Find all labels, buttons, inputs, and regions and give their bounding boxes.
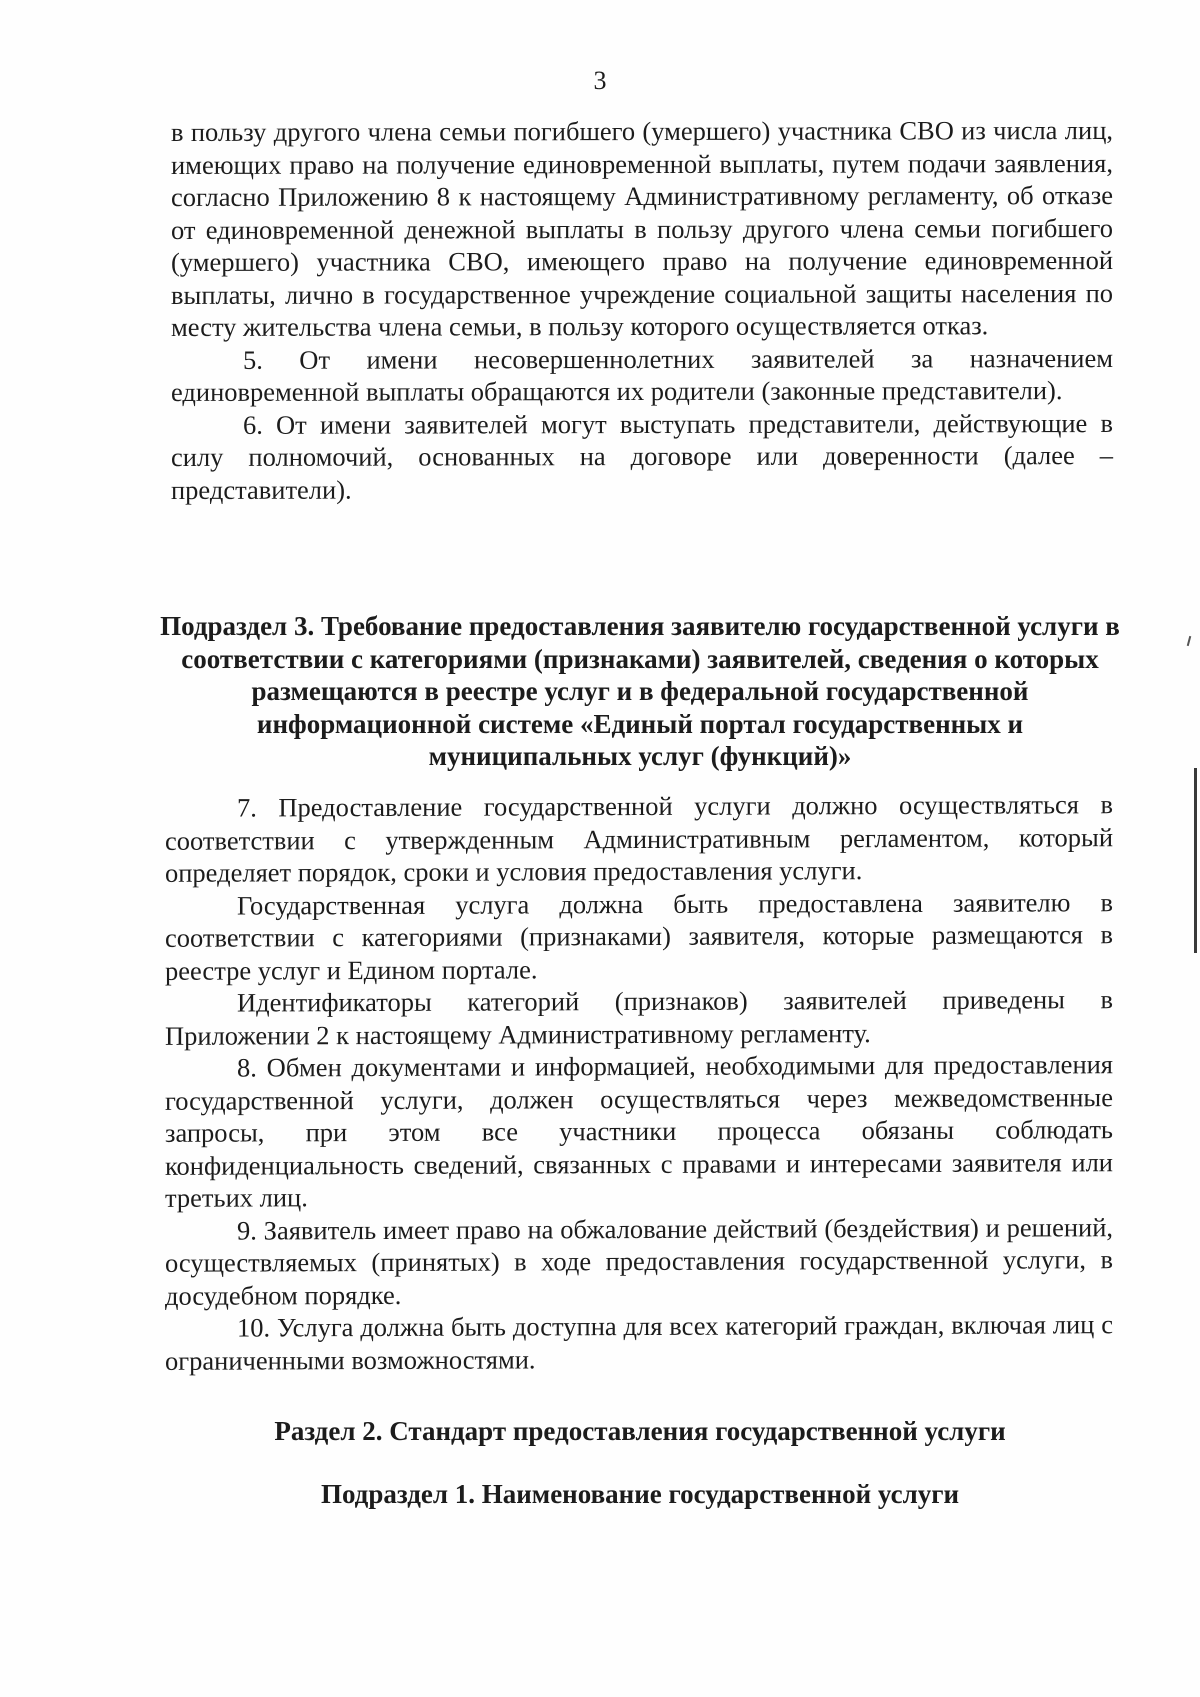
paragraph-continuation: в пользу другого члена семьи погибшего (умершего) участника СВО из числа лиц, имеющих право на получение единовременной выплаты, путем подачи заявления, согласно Приложению 8 к настоящему Административному регламенту, об отказе от единовременной денежной выплаты в пользу другого члена семьи погибшего (умершего) участника СВО, имеющего право на получение единовременной выплаты, лично в государственное учреждение социальной защиты населения по месту жительства члена семьи, в пользу которого осуществляется отказ. [171,115,1113,342]
subsection-3-heading: Подраздел 3. Требование предоставления заявителю государственной услуги в соответствии с категориями (признаками) заявителей, сведения о которых размещаются в реестре услуг и в федеральной государственной информационной системе «Единый портал государственных и муниципальных услуг (функций)» [160,611,1120,771]
paragraph-7-identifiers: Идентификаторы категорий (признаков) заявителей приведены в Приложении 2 к настоящему Административному регламенту. [165,984,1113,1051]
paragraph-7: 7. Предоставление государственной услуги должно осуществляться в соответствии с утвержденным Административным регламентом, который определяет порядок, сроки и условия предоставления услуги. [165,789,1113,888]
paragraph-9: 9. Заявитель имеет право на обжалование действий (бездействия) и решений, осуществляемых (принятых) в ходе предоставления государственной услуги, в досудебном порядке. [165,1211,1113,1311]
scan-mark [1187,636,1192,646]
text-block-continuation [171,114,1113,506]
paragraph-8: 8. Обмен документами и информацией, необходимыми для предоставления государственной услуги, должен осуществляться через межведомственные запросы, при этом все участники процесса обязаны соблюдать конфиденциальность сведений, связанных с правами и интересами заявителя или третьих лиц. [165,1049,1113,1213]
subsection-1-heading: Подраздел 1. Наименование государственной услуги [320,1479,960,1509]
paragraph-10: 10. Услуга должна быть доступна для всех категорий граждан, включая лиц с ограниченными возможностями. [165,1309,1113,1376]
paragraph-6: 6. От имени заявителей могут выступать представители, действующие в силу полномочий, основанных на договоре или доверенности (далее – представители). [171,407,1113,505]
text-block-subsection-3 [165,788,1113,1377]
page-number: 3 [593,66,607,95]
paragraph-5: 5. От имени несовершеннолетних заявителей за назначением единовременной выплаты обращаются их родители (законные представители). [171,342,1113,407]
section-2-heading: Раздел 2. Стандарт предоставления государственной услуги [274,1416,1006,1446]
paragraph-7-service-categories: Государственная услуга должна быть предоставлена заявителю в соответствии с категориями (признаками) заявителя, которые размещаются в реестре услуг и Едином портале. [165,886,1113,986]
scan-margin-line [1194,768,1197,953]
